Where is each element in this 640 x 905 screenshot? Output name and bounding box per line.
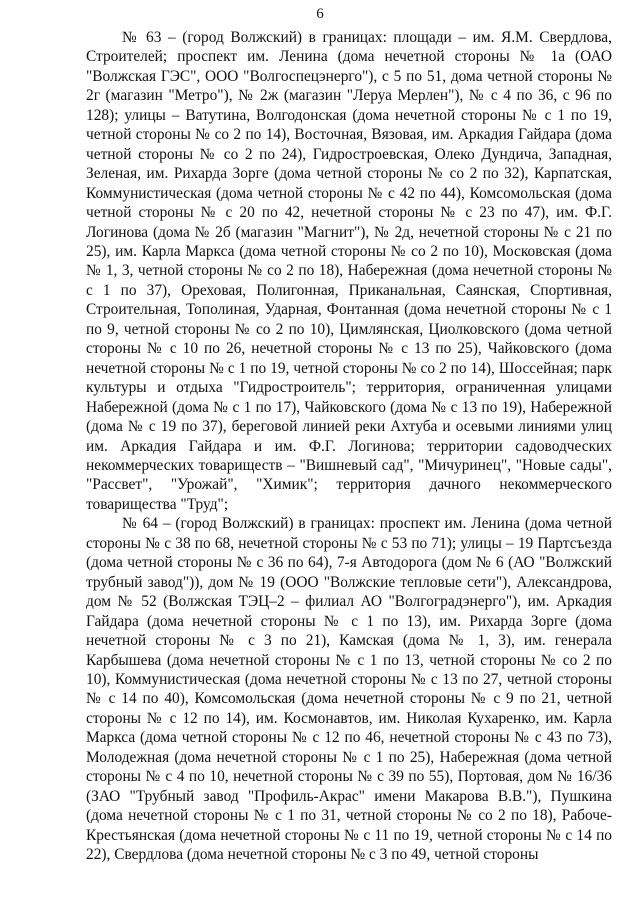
document-body (86, 28, 612, 864)
paragraph-district-64: № 64 – (город Волжский) в границах: проспект им. Ленина (дома четной стороны № с 38 по 68, нечетной стороны № с 53 по 71); улицы – 19 Партсъезда (дома четной стороны № с 36 по 64), 7-я Автодорога (дом № 6 (АО "Волжский трубный завод")), дом № 19 (ООО "Волжские тепловые сети"), Александрова, дом № 52 (Волжская ТЭЦ–2 – филиал АО "Волгоградэнерго"), им. Аркадия Гайдара (дома нечетной стороны № с 1 по 13), им. Рихарда Зорге (дома нечетной стороны № с 3 по 21), Камская (дома № 1, 3), им. генерала Карбышева (дома нечетной стороны № с 1 по 13, четной стороны № со 2 по 10), Коммунистическая (дома нечетной стороны № с 13 по 27, четной стороны № с 14 по 40), Комсомольская (дома нечетной стороны № с 9 по 21, четной стороны № с 12 по 14), им. Космонавтов, им. Николая Кухаренко, им. Карла Маркса (дома четной стороны № с 12 по 46, нечетной стороны № с 43 по 73), Молодежная (дома нечетной стороны № с 1 по 25), Набережная (дома четной стороны № с 4 по 10, нечетной стороны № с 39 по 55), Портовая, дом № 16/36 (ЗАО "Трубный завод "Профиль-Акрас" имени Макарова В.В."), Пушкина (дома нечетной стороны № с 1 по 31, четной стороны № со 2 по 18), Рабоче-Крестьянская (дома нечетной стороны № с 11 по 19, четной стороны № с 14 по 22), Свердлова (дома нечетной стороны № с 3 по 49, четной стороны (86, 515, 612, 864)
paragraph-district-63: № 63 – (город Волжский) в границах: площади – им. Я.М. Свердлова, Строителей; проспект им. Ленина (дома нечетной стороны № 1а (ОАО "Волжская ГЭС", ООО "Волгоспецэнерго"), с 5 по 51, дома четной стороны № 2г (магазин "Метро"), № 2ж (магазин "Леруа Мерлен"), № с 4 по 36, с 96 по 128); улицы – Ватутина, Волгодонская (дома нечетной стороны № с 1 по 19, четной стороны № со 2 по 14), Восточная, Вязовая, им. Аркадия Гайдара (дома четной стороны № со 2 по 24), Гидростроевская, Олеко Дундича, Западная, Зеленая, им. Рихарда Зорге (дома четной стороны № со 2 по 32), Карпатская, Коммунистическая (дома четной стороны № с 42 по 44), Комсомольская (дома четной стороны № с 20 по 42, нечетной стороны № с 23 по 47), им. Ф.Г. Логинова (дома № 2б (магазин "Магнит"), № 2д, нечетной стороны № с 21 по 25), им. Карла Маркса (дома четной стороны № со 2 по 10), Московская (дома № 1, 3, четной стороны № со 2 по 18), Набережная (дома нечетной стороны № с 1 по 37), Ореховая, Полигонная, Приканальная, Саянская, Спортивная, Строительная, Тополиная, Ударная, Фонтанная (дома нечетной стороны № с 1 по 9, четной стороны № со 2 по 10), Цимлянская, Циолковского (дома четной стороны № с 10 по 26, нечетной стороны № с 13 по 25), Чайковского (дома нечетной стороны № с 1 по 19, четной стороны № со 2 по 14), Шоссейная; парк культуры и отдыха "Гидростроитель"; территория, ограниченная улицами Набережной (дома № с 1 по 17), Чайковского (дома № с 13 по 19), Набережной (дома № с 19 по 37), береговой линией реки Ахтуба и осевыми линиями улиц им. Аркадия Гайдара и им. Ф.Г. Логинова; территории садоводческих некоммерческих товариществ – "Вишневый сад", "Мичуринец", "Новые сады", "Рассвет", "Урожай", "Химик"; территория дачного некоммерческого товарищества "Труд"; (86, 29, 612, 513)
page-number: 6 (316, 6, 324, 22)
